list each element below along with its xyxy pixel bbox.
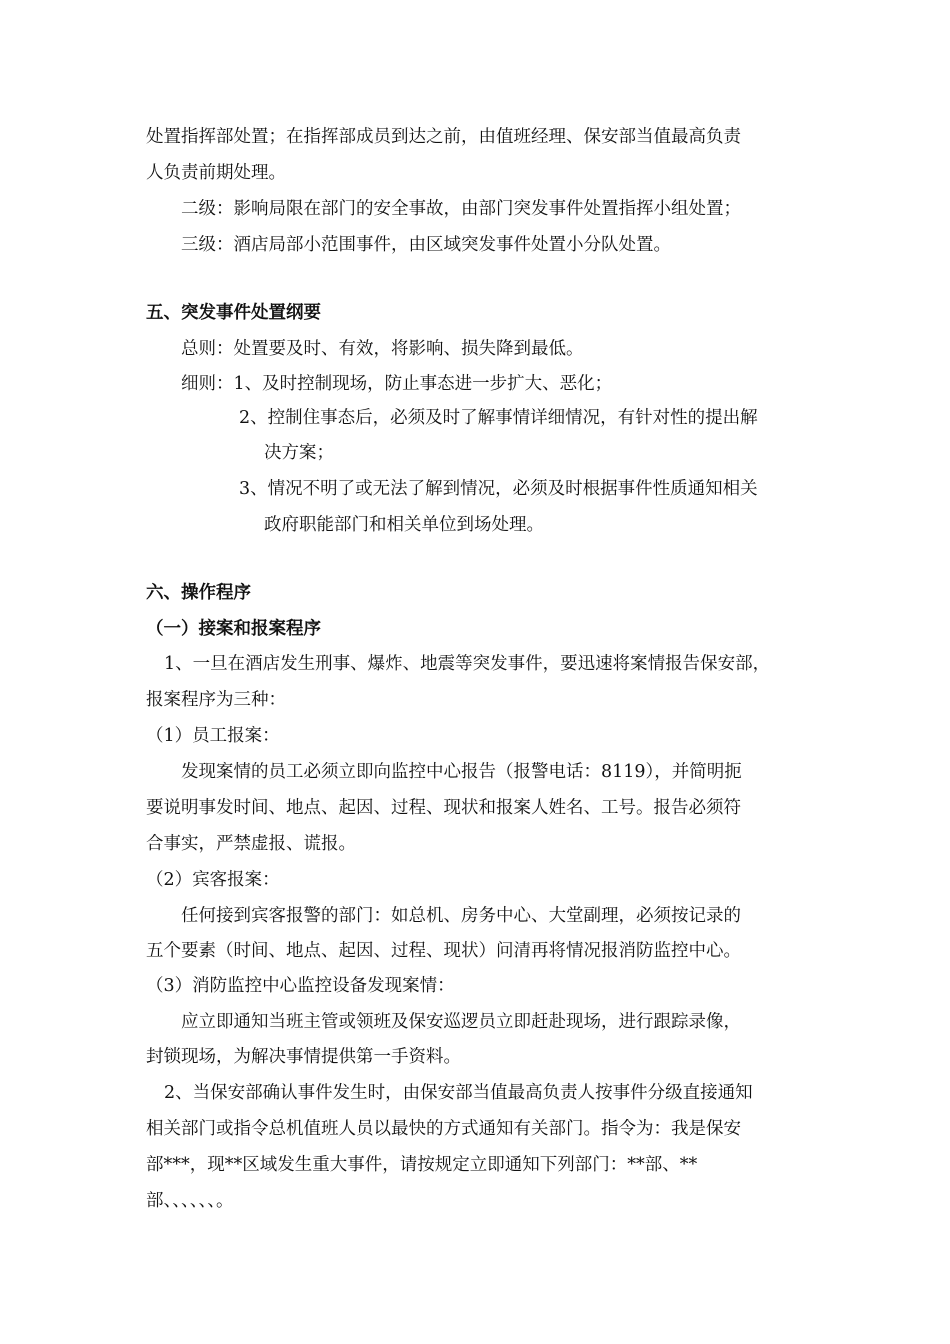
paragraph-line: 应立即通知当班主管或领班及保安巡逻员立即赶赴现场，进行跟踪录像， [181, 1012, 741, 1032]
list-item-continuation: 决方案； [264, 443, 334, 463]
paragraph-line: 2、当保安部确认事件发生时，由保安部当值最高负责人按事件分级直接通知 [164, 1083, 753, 1103]
sub-item-heading: （2）宾客报案： [146, 870, 280, 890]
paragraph-line: 三级：酒店局部小范围事件，由区域突发事件处置小分队处置。 [181, 235, 671, 255]
section-heading-5: 五、突发事件处置纲要 [146, 303, 321, 323]
sub-item-heading: （3）消防监控中心监控设备发现案情： [146, 976, 455, 996]
subsection-heading: （一）接案和报案程序 [146, 619, 321, 639]
paragraph-line: 人负责前期处理。 [146, 163, 286, 183]
paragraph-line: 处置指挥部处置；在指挥部成员到达之前，由值班经理、保安部当值最高负责 [146, 127, 741, 147]
list-item: 3、情况不明了或无法了解到情况，必须及时根据事件性质通知相关 [239, 479, 758, 499]
paragraph-line: 封锁现场，为解决事情提供第一手资料。 [146, 1047, 461, 1067]
paragraph-line: 发现案情的员工必须立即向监控中心报告（报警电话：8119），并简明扼 [181, 762, 742, 782]
paragraph-line: 二级：影响局限在部门的安全事故，由部门突发事件处置指挥小组处置； [181, 199, 741, 219]
paragraph-line: 总则：处置要及时、有效，将影响、损失降到最低。 [181, 339, 584, 359]
sub-item-heading: （1）员工报案： [146, 726, 280, 746]
paragraph-line: 五个要素（时间、地点、起因、过程、现状）问清再将情况报消防监控中心。 [146, 941, 741, 961]
paragraph-line: 部***，现**区域发生重大事件，请按规定立即通知下列部门：**部、** [146, 1155, 698, 1175]
section-heading-6: 六、操作程序 [146, 583, 251, 603]
paragraph-line: 合事实，严禁虚报、谎报。 [146, 834, 356, 854]
paragraph-line: 要说明事发时间、地点、起因、过程、现状和报案人姓名、工号。报告必须符 [146, 798, 741, 818]
paragraph-line: 细则：1、及时控制现场，防止事态进一步扩大、恶化； [181, 374, 613, 394]
paragraph-line: 部、、、、、、。 [146, 1191, 234, 1211]
paragraph-line: 任何接到宾客报警的部门：如总机、房务中心、大堂副理，必须按记录的 [181, 906, 741, 926]
paragraph-line: 报案程序为三种： [146, 690, 286, 710]
paragraph-line: 1、一旦在酒店发生刑事、爆炸、地震等突发事件，要迅速将案情报告保安部， [164, 654, 771, 674]
paragraph-line: 相关部门或指令总机值班人员以最快的方式通知有关部门。指令为：我是保安 [146, 1119, 741, 1139]
list-item: 2、控制住事态后，必须及时了解事情详细情况，有针对性的提出解 [239, 408, 758, 428]
list-item-continuation: 政府职能部门和相关单位到场处理。 [264, 515, 544, 535]
